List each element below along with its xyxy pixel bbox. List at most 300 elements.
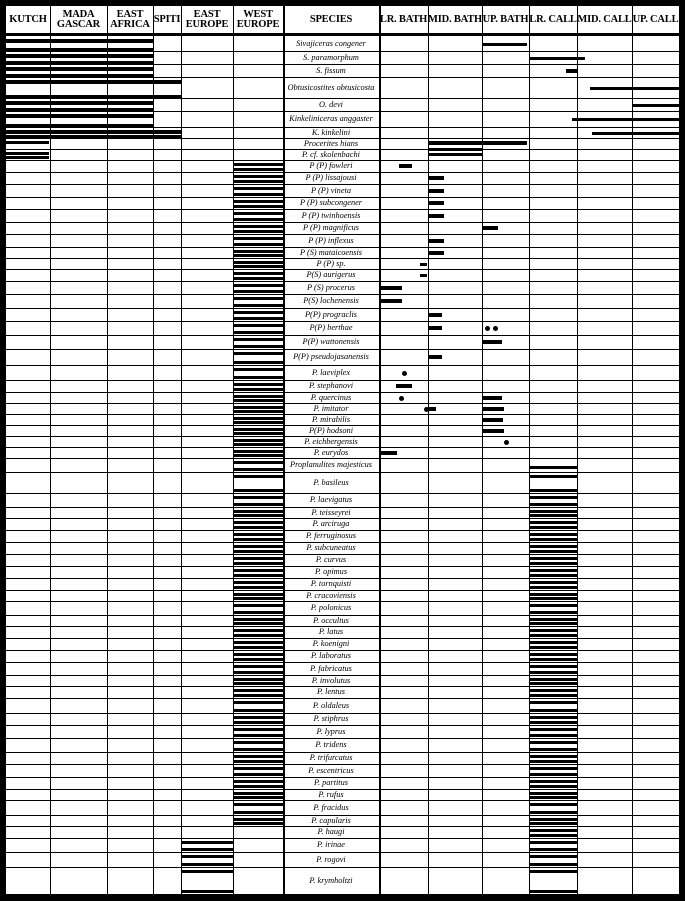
east-europe-bar xyxy=(182,855,233,858)
stratigraphic-range-bar xyxy=(530,755,577,758)
column-header-line: SPITI xyxy=(153,14,181,25)
west-europe-bar xyxy=(234,489,283,492)
west-europe-bar xyxy=(234,586,283,589)
stratigraphic-range-bar xyxy=(530,822,577,825)
species-label: P (P) fowleri xyxy=(309,161,353,171)
stratigraphic-range-bar xyxy=(420,274,427,277)
column-separator xyxy=(50,6,51,894)
west-europe-bar xyxy=(234,317,283,320)
species-label: P. krymholtzi xyxy=(309,875,353,885)
west-europe-bar xyxy=(234,634,283,637)
stratigraphic-range-bar xyxy=(530,574,577,577)
species-label: P. subcuneatus xyxy=(306,543,356,553)
west-europe-bar xyxy=(234,428,283,431)
stratigraphic-range-bar xyxy=(572,118,679,121)
west-europe-bar xyxy=(234,368,283,371)
species-label: P. ferruginosus xyxy=(305,531,357,541)
west-europe-bar xyxy=(234,388,283,391)
west-europe-bar xyxy=(234,521,283,524)
column-header xyxy=(153,6,181,34)
stratigraphic-range-bar xyxy=(429,201,444,205)
column-header-line: UP. BATH xyxy=(482,14,529,25)
east-europe-bar xyxy=(182,890,233,893)
species-label: O. devi xyxy=(319,99,343,109)
locality-range-bar xyxy=(6,54,153,58)
stratigraphic-range-bar xyxy=(429,326,442,330)
locality-range-bar xyxy=(6,108,153,111)
stratigraphic-range-bar xyxy=(530,855,577,858)
stratigraphic-range-bar xyxy=(483,418,503,422)
column-header xyxy=(482,6,529,34)
locality-range-bar xyxy=(6,130,181,134)
species-label: P. tridens xyxy=(315,740,347,750)
stratigraphic-range-bar xyxy=(633,104,679,107)
species-label: S. fissum xyxy=(316,65,346,75)
locality-range-bar xyxy=(6,101,153,105)
west-europe-bar xyxy=(234,205,283,208)
west-europe-bar xyxy=(234,653,283,656)
species-label: P (P) lissajousi xyxy=(305,173,357,183)
west-europe-bar xyxy=(234,748,283,751)
east-europe-bar xyxy=(182,848,233,851)
frame-bottom xyxy=(0,894,685,901)
species-label: P. escentricus xyxy=(308,765,354,775)
west-europe-bar xyxy=(234,792,283,795)
west-europe-bar xyxy=(234,618,283,621)
stratigraphic-range-bar xyxy=(530,545,577,548)
west-europe-bar xyxy=(234,193,283,196)
species-label: P. laevigatus xyxy=(309,495,353,505)
stratigraphic-range-bar xyxy=(429,141,527,145)
west-europe-bar xyxy=(234,773,283,776)
west-europe-bar xyxy=(234,297,283,300)
west-europe-bar xyxy=(234,461,283,464)
west-europe-bar xyxy=(234,785,283,788)
west-europe-bar xyxy=(234,496,283,499)
species-label: P (P) subcongener xyxy=(299,198,363,208)
stratigraphic-range-bar xyxy=(530,569,577,572)
west-europe-bar xyxy=(234,443,283,446)
stratigraphic-range-bar xyxy=(592,132,679,135)
west-europe-bar xyxy=(234,290,283,293)
west-europe-bar xyxy=(234,526,283,529)
stratigraphic-range-bar xyxy=(530,694,577,697)
west-europe-bar xyxy=(234,803,283,806)
locality-range-bar xyxy=(6,74,153,77)
locality-range-bar xyxy=(6,95,181,98)
stratigraphic-range-bar xyxy=(530,641,577,644)
west-europe-bar xyxy=(234,780,283,783)
west-europe-bar xyxy=(234,678,283,681)
column-separator xyxy=(181,6,182,894)
stratigraphic-range-bar xyxy=(530,521,577,524)
west-europe-bar xyxy=(234,503,283,506)
west-europe-bar xyxy=(234,225,283,228)
stratigraphic-range-bar xyxy=(530,503,577,506)
stratigraphic-range-bar xyxy=(380,286,402,290)
species-label: P(P) hodsoni xyxy=(308,426,353,435)
west-europe-bar xyxy=(234,665,283,668)
stratigraphic-range-bar xyxy=(530,834,577,837)
east-europe-bar xyxy=(182,863,233,866)
species-label: P. arciruga xyxy=(312,519,350,529)
west-europe-bar xyxy=(234,254,283,257)
column-header-line: EUROPE xyxy=(236,19,280,30)
west-europe-bar xyxy=(234,163,283,166)
stratigraphic-range-bar xyxy=(530,496,577,499)
west-europe-bar xyxy=(234,168,283,171)
stratigraphic-range-bar xyxy=(530,709,577,712)
species-label: P. irinae xyxy=(317,840,345,850)
column-header xyxy=(428,6,482,34)
west-europe-bar xyxy=(234,399,283,402)
west-europe-bar xyxy=(234,383,283,386)
stratigraphic-range-bar xyxy=(530,665,577,668)
occurrence-dot xyxy=(493,326,498,331)
column-header xyxy=(50,6,107,34)
west-europe-bar xyxy=(234,250,283,253)
species-label: Sivajiceras congener xyxy=(296,38,366,48)
locality-range-bar xyxy=(6,80,181,84)
west-europe-bar xyxy=(234,741,283,744)
species-label: P(S) lochenensis xyxy=(303,296,359,306)
east-europe-bar xyxy=(182,870,233,873)
west-europe-bar xyxy=(234,694,283,697)
stratigraphic-range-bar xyxy=(530,597,577,600)
stratigraphic-range-bar xyxy=(530,796,577,799)
west-europe-bar xyxy=(234,230,283,233)
west-europe-bar xyxy=(234,557,283,560)
west-europe-bar xyxy=(234,533,283,536)
stratigraphic-range-bar xyxy=(428,407,436,411)
stratigraphic-range-bar xyxy=(530,618,577,621)
west-europe-bar xyxy=(234,811,283,814)
stratigraphic-range-bar xyxy=(530,803,577,806)
stratigraphic-range-bar xyxy=(380,299,402,303)
stratigraphic-range-bar xyxy=(530,870,577,873)
species-label: P. fracidus xyxy=(313,802,349,812)
locality-range-bar xyxy=(6,48,153,51)
west-europe-bar xyxy=(234,475,283,478)
species-label: P. opimus xyxy=(314,567,348,577)
stratigraphic-range-bar xyxy=(530,629,577,632)
species-label: Kinkeliniceras anggaster xyxy=(289,114,373,124)
stratigraphic-range-bar xyxy=(530,550,577,553)
west-europe-bar xyxy=(234,345,283,348)
column-header xyxy=(529,6,577,34)
column-separator xyxy=(428,6,429,894)
species-label: P(S) aurigerus xyxy=(306,270,356,280)
stratigraphic-range-bar xyxy=(429,176,444,180)
column-header-line: KUTCH xyxy=(9,14,47,25)
stratigraphic-range-bar xyxy=(483,429,504,433)
stratigraphic-range-bar xyxy=(399,164,412,168)
stratigraphic-range-bar xyxy=(429,239,444,243)
species-label: P. eurydos xyxy=(313,448,349,457)
west-europe-bar xyxy=(234,237,283,240)
stratigraphic-range-bar xyxy=(530,581,577,584)
species-label: P. rufus xyxy=(318,790,344,799)
stratigraphic-range-bar xyxy=(396,384,412,388)
west-europe-bar xyxy=(234,277,283,280)
species-label: P. fabricatus xyxy=(310,663,352,673)
column-header-line: LR. CALL xyxy=(529,14,577,25)
west-europe-bar xyxy=(234,701,283,704)
west-europe-bar xyxy=(234,272,283,275)
locality-range-bar xyxy=(6,39,153,43)
west-europe-bar xyxy=(234,581,283,584)
species-label: P(P) prograclis xyxy=(304,309,357,319)
west-europe-bar xyxy=(234,468,283,471)
stratigraphic-range-bar xyxy=(566,69,577,73)
west-europe-bar xyxy=(234,352,283,355)
west-europe-bar xyxy=(234,658,283,661)
west-europe-bar xyxy=(234,200,283,203)
west-europe-bar xyxy=(234,593,283,596)
column-header-line: LR. BATH xyxy=(379,14,428,25)
column-header-line: EUROPE xyxy=(185,19,229,30)
species-label: Obtusicostites obtusicosta xyxy=(287,82,375,92)
column-header xyxy=(577,6,632,34)
species-label: P(P) wattonensis xyxy=(302,337,360,347)
west-europe-bar xyxy=(234,361,283,364)
species-label: P. laeviplex xyxy=(311,367,351,377)
species-label: P (P) vineta xyxy=(311,185,351,195)
column-header xyxy=(632,6,679,34)
stratigraphic-range-bar xyxy=(530,658,577,661)
occurrence-dot xyxy=(402,371,407,376)
column-header-line: EAST xyxy=(116,9,144,20)
west-europe-bar xyxy=(234,716,283,719)
species-label: P. trifurcatus xyxy=(309,753,353,763)
species-label: P. latus xyxy=(318,627,344,637)
west-europe-bar xyxy=(234,671,283,674)
column-header xyxy=(107,6,153,34)
column-separator xyxy=(632,6,633,894)
west-europe-bar xyxy=(234,311,283,314)
west-europe-bar xyxy=(234,510,283,513)
west-europe-bar xyxy=(234,545,283,548)
west-europe-bar xyxy=(234,450,283,453)
species-label: Proplanulites majesticus xyxy=(290,460,372,470)
column-header xyxy=(6,6,50,34)
locality-range-bar xyxy=(6,135,181,138)
locality-range-bar xyxy=(6,156,49,159)
column-header xyxy=(233,6,283,34)
column-separator xyxy=(577,6,578,894)
stratigraphic-range-bar xyxy=(530,773,577,776)
stratigraphic-range-bar xyxy=(530,818,577,821)
stratigraphic-range-bar xyxy=(429,214,444,218)
stratigraphic-range-bar xyxy=(429,189,444,193)
stratigraphic-range-bar xyxy=(530,533,577,536)
west-europe-bar xyxy=(234,734,283,737)
stratigraphic-range-bar xyxy=(530,841,577,844)
column-separator xyxy=(482,6,483,894)
stratigraphic-range-bar xyxy=(530,701,577,704)
stratigraphic-range-bar xyxy=(530,848,577,851)
species-label: P. lyprus xyxy=(316,726,346,736)
stratigraphic-range-bar xyxy=(530,557,577,560)
stratigraphic-range-bar xyxy=(530,514,577,517)
stratigraphic-range-bar xyxy=(530,785,577,788)
stratigraphic-range-bar xyxy=(530,622,577,625)
column-header-line: AFRICA xyxy=(110,19,150,30)
species-label: P (P) magnificus xyxy=(302,223,360,233)
stratigraphic-range-bar xyxy=(530,792,577,795)
west-europe-bar xyxy=(234,324,283,327)
west-europe-bar xyxy=(234,604,283,607)
west-europe-bar xyxy=(234,331,283,334)
west-europe-bar xyxy=(234,406,283,409)
west-europe-bar xyxy=(234,421,283,424)
column-header-line: GASCAR xyxy=(56,19,101,30)
stratigraphic-range-bar xyxy=(530,526,577,529)
species-label: P. stephanovi xyxy=(308,381,354,391)
west-europe-bar xyxy=(234,818,283,821)
stratigraphic-range-bar xyxy=(483,43,527,46)
stratigraphic-range-bar xyxy=(530,682,577,685)
species-label: P. eichbergensis xyxy=(304,437,358,446)
species-label: P. tornquisti xyxy=(310,579,352,589)
west-europe-bar xyxy=(234,538,283,541)
stratigraphic-range-bar xyxy=(380,451,397,455)
west-europe-bar xyxy=(234,338,283,341)
species-label: P. koenigni xyxy=(312,639,350,649)
species-label: Procerites hians xyxy=(303,139,359,148)
stratigraphic-range-bar xyxy=(530,475,577,478)
species-label: P. rogovi xyxy=(316,854,346,864)
stratigraphic-range-bar xyxy=(483,407,504,411)
stratigraphic-range-bar xyxy=(530,689,577,692)
stratigraphic-range-bar xyxy=(483,340,502,344)
stratigraphic-range-bar xyxy=(530,748,577,751)
stratigraphic-range-bar xyxy=(530,611,577,614)
stratigraphic-range-bar xyxy=(530,646,577,649)
west-europe-bar xyxy=(234,822,283,825)
west-europe-bar xyxy=(234,218,283,221)
stratigraphic-range-bar xyxy=(530,890,577,893)
species-label: P (P) inflexus xyxy=(308,235,354,245)
stratigraphic-range-bar xyxy=(530,678,577,681)
stratigraphic-range-bar xyxy=(429,148,482,151)
stratigraphic-range-bar xyxy=(530,780,577,783)
species-label: P. partitus xyxy=(314,778,348,788)
species-label: P. involutus xyxy=(311,676,351,685)
west-europe-bar xyxy=(234,439,283,442)
species-label: P(P) berthae xyxy=(309,323,353,333)
east-europe-bar xyxy=(182,841,233,844)
stratigraphic-range-bar xyxy=(530,767,577,770)
west-europe-bar xyxy=(234,709,283,712)
stratigraphic-range-bar xyxy=(530,734,577,737)
stratigraphic-range-bar xyxy=(530,741,577,744)
species-label: P. imitator xyxy=(313,404,349,413)
west-europe-bar xyxy=(234,304,283,307)
column-header xyxy=(283,6,379,34)
species-label: P (P) sp. xyxy=(316,259,346,268)
stratigraphic-range-bar xyxy=(530,538,577,541)
stratigraphic-range-bar xyxy=(530,653,577,656)
west-europe-bar xyxy=(234,175,283,178)
stratigraphic-range-bar xyxy=(429,251,444,255)
west-europe-bar xyxy=(234,755,283,758)
species-label: P. capularis xyxy=(311,816,351,825)
west-europe-bar xyxy=(234,212,283,215)
stratigraphic-range-bar xyxy=(420,263,427,266)
species-label: P (S) procerus xyxy=(307,282,355,292)
locality-range-bar xyxy=(6,114,153,118)
west-europe-bar xyxy=(234,641,283,644)
west-europe-bar xyxy=(234,410,283,413)
locality-range-bar xyxy=(6,124,153,127)
stratigraphic-range-bar xyxy=(530,604,577,607)
west-europe-bar xyxy=(234,376,283,379)
column-separator xyxy=(379,6,381,894)
stratigraphic-range-bar xyxy=(530,863,577,866)
stratigraphic-range-bar xyxy=(530,829,577,832)
column-header-line: MID. BATH xyxy=(428,14,482,25)
occurrence-dot xyxy=(504,440,509,445)
west-europe-bar xyxy=(234,629,283,632)
west-europe-bar xyxy=(234,417,283,420)
west-europe-bar xyxy=(234,721,283,724)
stratigraphic-range-bar xyxy=(530,811,577,814)
stratigraphic-range-bar xyxy=(530,586,577,589)
species-label: P. laboratus xyxy=(311,651,351,661)
stratigraphic-range-bar xyxy=(483,396,502,400)
stratigraphic-range-bar xyxy=(530,634,577,637)
column-header xyxy=(181,6,233,34)
species-label: P(P) pseudojasanensis xyxy=(293,352,369,362)
stratigraphic-range-bar xyxy=(530,510,577,513)
west-europe-bar xyxy=(234,395,283,398)
stratigraphic-range-bar xyxy=(530,721,577,724)
species-label: P. lentus xyxy=(317,687,345,697)
species-label: P. polonicus xyxy=(310,603,352,613)
west-europe-bar xyxy=(234,760,283,763)
species-label: P. quercinus xyxy=(310,393,352,402)
locality-range-bar xyxy=(6,67,153,71)
stratigraphic-range-bar xyxy=(530,466,577,469)
stratigraphic-range-bar xyxy=(530,716,577,719)
occurrence-dot xyxy=(399,396,404,401)
stratigraphic-range-bar xyxy=(429,313,442,317)
locality-range-bar xyxy=(6,152,49,155)
west-europe-bar xyxy=(234,689,283,692)
species-label: P. cracoviensis xyxy=(306,591,356,600)
west-europe-bar xyxy=(234,646,283,649)
stratigraphic-range-bar xyxy=(530,728,577,731)
west-europe-bar xyxy=(234,180,283,183)
stratigraphic-range-bar xyxy=(530,57,585,60)
species-label: P. mirabilis xyxy=(311,415,351,424)
column-header-line: MADA xyxy=(62,9,95,20)
species-label: P. oldaleus xyxy=(312,700,350,710)
stratigraphic-range-bar xyxy=(429,355,442,359)
stratigraphic-range-bar xyxy=(483,226,498,230)
species-label: P. curvus xyxy=(315,555,347,565)
west-europe-bar xyxy=(234,728,283,731)
locality-range-bar xyxy=(6,61,153,64)
west-europe-bar xyxy=(234,261,283,264)
stratigraphic-range-bar xyxy=(429,153,482,156)
column-separator xyxy=(153,6,154,894)
column-header xyxy=(379,6,428,34)
column-header-line: SPECIES xyxy=(309,14,353,25)
species-label: P (S) mataicoensis xyxy=(299,248,363,257)
column-header-line: MID. CALL xyxy=(577,14,632,25)
